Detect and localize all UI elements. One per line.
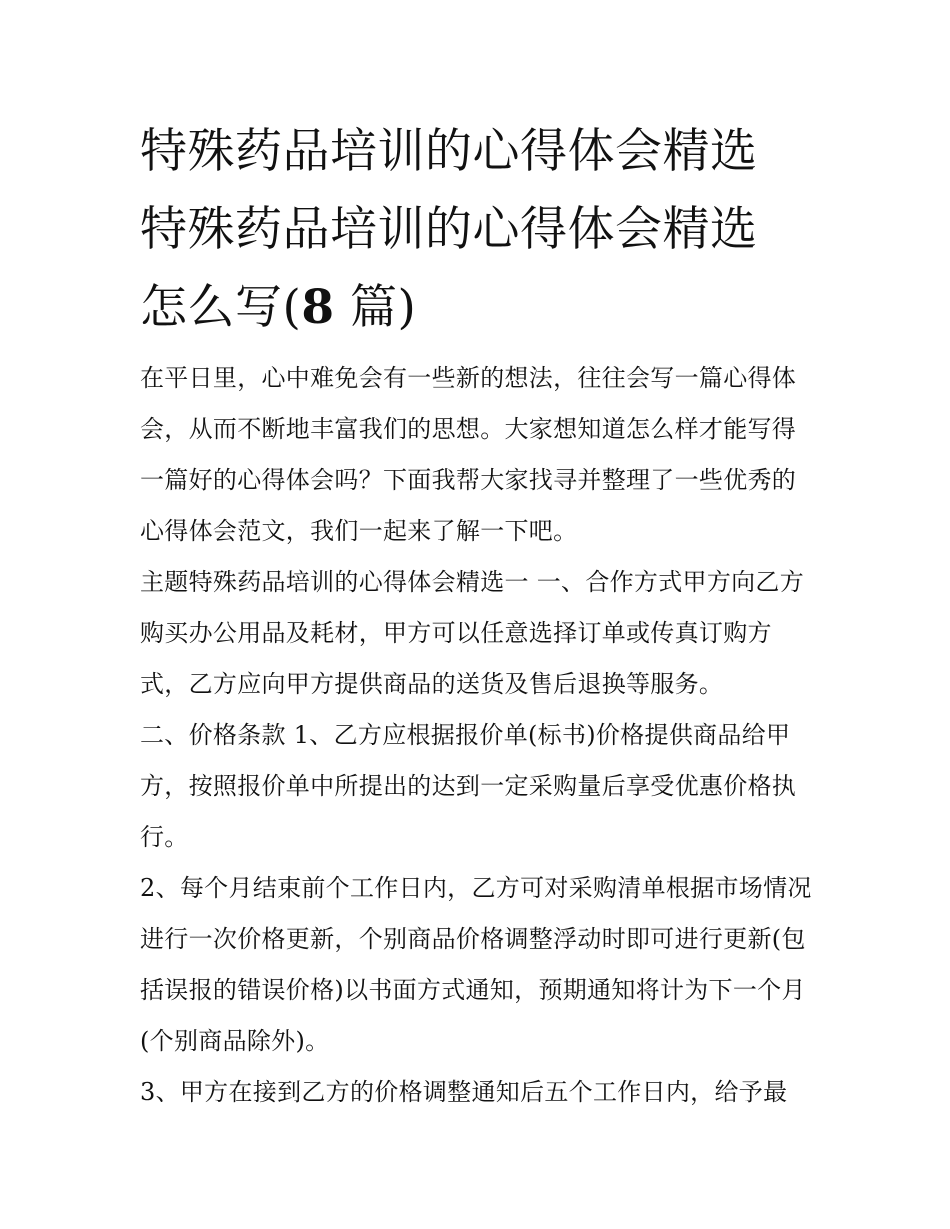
title-line-3-end: 篇) (334, 280, 417, 335)
title-line-2: 特殊药品培训的心得体会精选 (140, 202, 758, 257)
paragraph-price-notice: 3、甲方在接到乙方的价格调整通知后五个工作日内，给予最 (140, 1078, 788, 1106)
title-count: 8 (301, 280, 335, 335)
paragraph-intro: 在平日里，心中难免会有一些新的想法，往往会写一篇心得体会，从而不断地丰富我们的思想。大家想知道怎么样才能写得一篇好的心得体会吗？下面我帮大家找寻并整理了一些优秀的心得体会范文，我们一起来了解一下吧。 (140, 364, 797, 545)
title-line-3-start: 怎么写( (140, 280, 302, 335)
document-body (140, 353, 820, 1118)
paragraph-price-update: 2、每个月结束前个工作日内，乙方可对采购清单根据市场情况进行一次价格更新，个别商品价格调整浮动时即可进行更新(包括误报的错误价格)以书面方式通知，预期通知将计为下一个月(个别商品除外)。 (140, 874, 812, 1055)
paragraph-cooperation: 主题特殊药品培训的心得体会精选一 一、合作方式甲方向乙方购买办公用品及耗材，甲方可以任意选择订单或传真订购方式，乙方应向甲方提供商品的送货及售后退换等服务。 (140, 568, 805, 698)
paragraph-price-terms: 二、价格条款 1、乙方应根据报价单(标书)价格提供商品给甲方，按照报价单中所提出的达到一定采购量后享受优惠价格执行。 (140, 721, 797, 851)
title-line-1: 特殊药品培训的心得体会精选 (140, 124, 758, 179)
document-title (140, 113, 820, 347)
